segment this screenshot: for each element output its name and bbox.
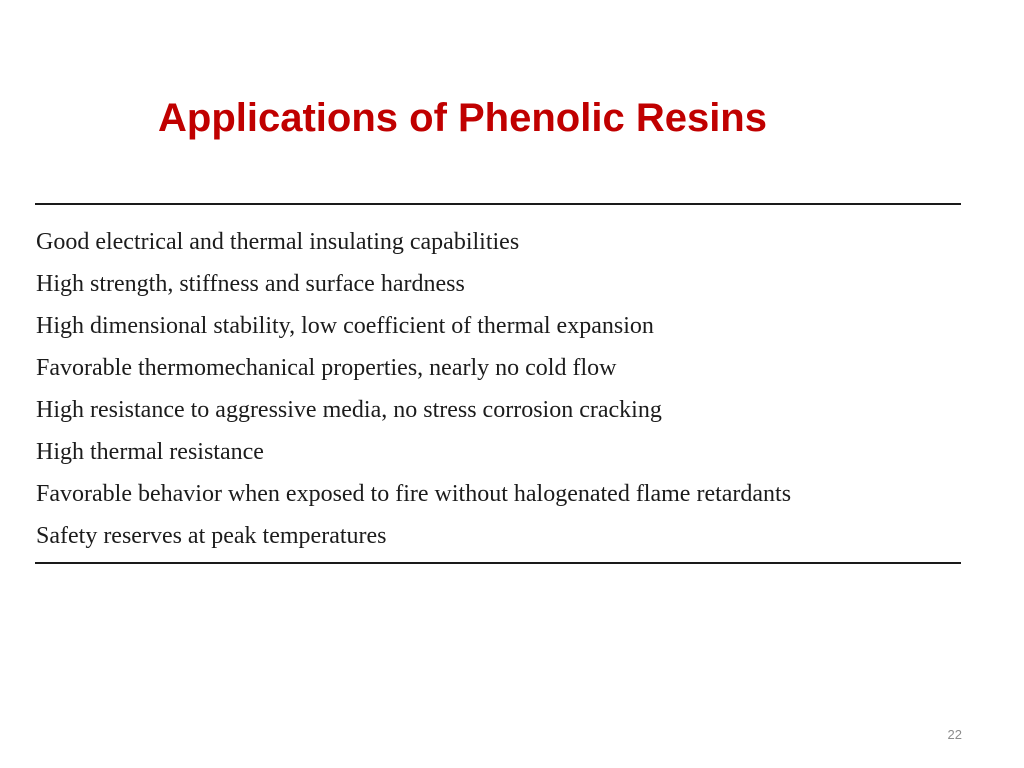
property-item: High strength, stiffness and surface hardness: [36, 271, 465, 297]
table-bottom-rule: [35, 562, 961, 564]
property-item: Good electrical and thermal insulating capabilities: [36, 229, 520, 255]
property-item: Favorable thermomechanical properties, nearly no cold flow: [36, 355, 617, 381]
slide-title: Applications of Phenolic Resins: [158, 96, 767, 140]
page-number: 22: [947, 727, 962, 742]
property-item: Safety reserves at peak temperatures: [36, 523, 387, 549]
table-top-rule: [35, 203, 961, 205]
property-item: High dimensional stability, low coefficient of thermal expansion: [36, 313, 654, 339]
property-item: High thermal resistance: [36, 439, 264, 465]
property-item: Favorable behavior when exposed to fire without halogenated flame retardants: [36, 481, 792, 507]
properties-list: [36, 221, 791, 557]
property-item: High resistance to aggressive media, no stress corrosion cracking: [36, 397, 662, 423]
